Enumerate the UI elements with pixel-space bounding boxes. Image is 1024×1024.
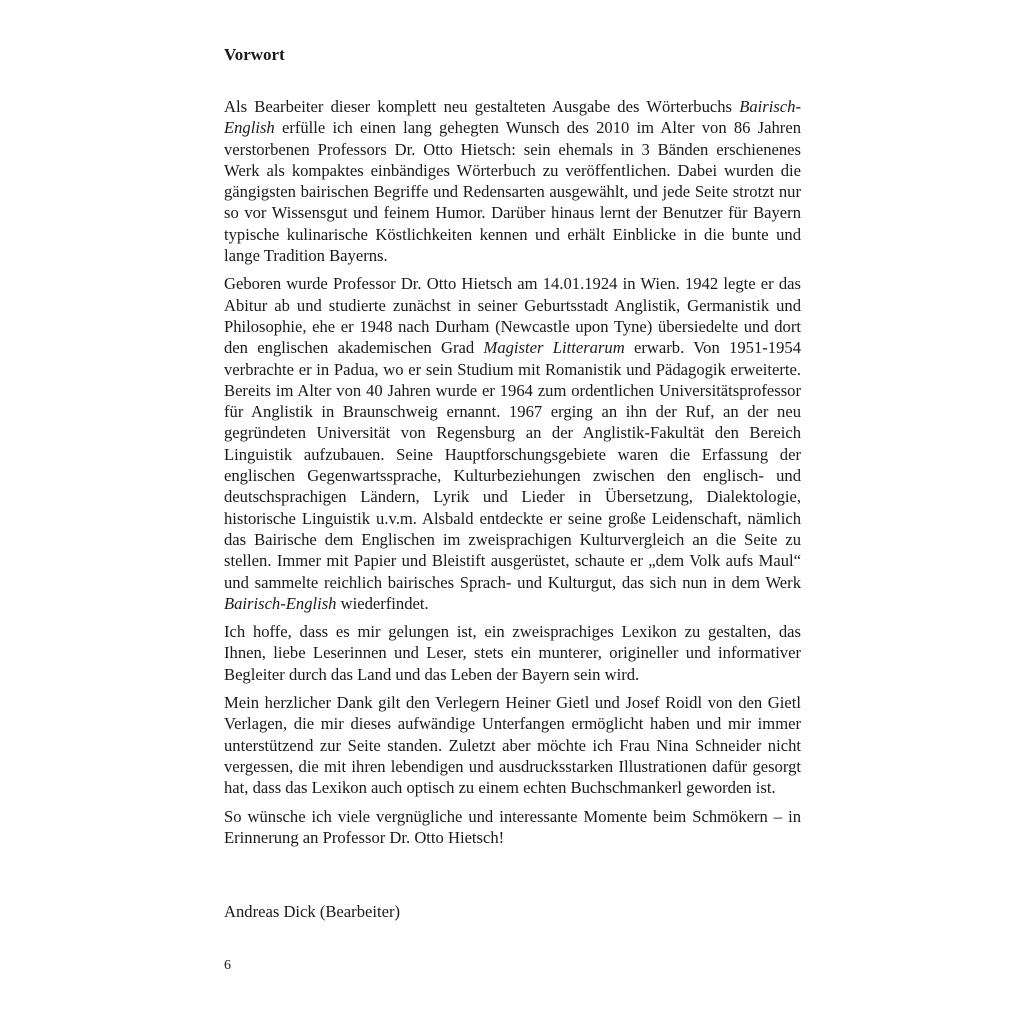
foreword-body [224,96,801,855]
text-run: So wünsche ich viele vergnügliche und interessante Momente beim Schmökern – in Erinnerung an Professor Dr. Otto Hietsch! [224,806,801,847]
text-run: wiederfindet. [336,593,429,613]
body-paragraph [224,621,801,685]
body-paragraph [224,273,801,614]
italic-text-run: Bairisch-English [224,97,801,138]
text-run: Geboren wurde Professor Dr. Otto Hietsch am 14.01.1924 in Wien. 1942 legte er das Abitur ab und studierte zunächst in seiner Geburtsstadt Anglistik, Germanistik und Philosophie, ehe er 1948 nach Durham (Newcastle upon Tyne) übersiedelte und dort den englischen akademischen Grad [224,274,801,358]
italic-text-run: Bairisch-English [224,593,337,613]
page-number: 6 [224,958,231,973]
signature: Andreas Dick (Bearbeiter) [224,902,400,921]
text-run: Ich hoffe, dass es mir gelungen ist, ein zweisprachiges Lexikon zu gestalten, das Ihnen, liebe Leserinnen und Leser, stets ein munterer, origineller und informativer Begleiter durch das Land und das Leben der Bayern sein wird. [224,622,801,684]
text-run: erfülle ich einen lang gehegten Wunsch des 2010 im Alter von 86 Jahren verstorbenen Professors Dr. Otto Hietsch: sein ehemals in 3 Bänden erschienenes Werk als kompaktes einbändiges Wörterbuch zu veröffentlichen. Dabei wurden die gängigsten bairischen Begriffe und Redensarten ausgewählt, und jede Seite strotzt nur so vor Wissensgut und feinem Humor. Darüber hinaus lernt der Benutzer für Bayern typische kulinarische Köstlichkeiten kennen und erhält Einblicke in die bunte und lange Tradition Bayerns. [224,118,801,266]
text-run: Als Bearbeiter dieser komplett neu gestalteten Ausgabe des Wörterbuchs [224,97,740,116]
text-run: erwarb. Von 1951-1954 verbrachte er in Padua, wo er sein Studium mit Romanistik und Pädagogik erweiterte. Bereits im Alter von 40 Jahren wurde er 1964 zum ordentlichen Universitätsprofessor für Anglistik in Braunschweig ernannt. 1967 erging an ihn der Ruf, an der neu gegründeten Universität von Regensburg an der Anglistik-Fakultät den Bereich Linguistik aufzubauen. Seine Hauptforschungsgebiete waren die Erfassung der englischen Gegenwartssprache, Kulturbeziehungen zwischen den englisch- und deutschsprachigen Ländern, Lyrik und Lieder in Übersetzung, Dialektologie, historische Linguistik u.v.m. Alsbald entdeckte er seine große Leidenschaft, nämlich das Bairische dem Englischen im zweisprachigen Kulturvergleich an die Seite zu stellen. Immer mit Papier und Bleistift ausgerüstet, schaute er „dem Volk aufs Maul“ und sammelte reichlich bairisches Sprach- und Kulturgut, das sich nun in dem Werk [224,338,801,592]
page-heading: Vorwort [224,45,285,64]
body-paragraph [224,692,801,798]
text-run: Mein herzlicher Dank gilt den Verlegern Heiner Gietl und Josef Roidl von den Gietl Verlagen, die mir dieses aufwändige Unterfangen ermöglicht haben und mir immer unterstützend zur Seite standen. Zuletzt aber möchte ich Frau Nina Schneider nicht vergessen, die mit ihren lebendigen und ausdrucksstarken Illustrationen dafür gesorgt hat, dass das Lexikon auch optisch zu einem echten Buchschmankerl geworden ist. [224,693,801,798]
body-paragraph [224,806,801,849]
body-paragraph [224,96,801,266]
italic-text-run: Magister Litterarum [483,338,625,358]
